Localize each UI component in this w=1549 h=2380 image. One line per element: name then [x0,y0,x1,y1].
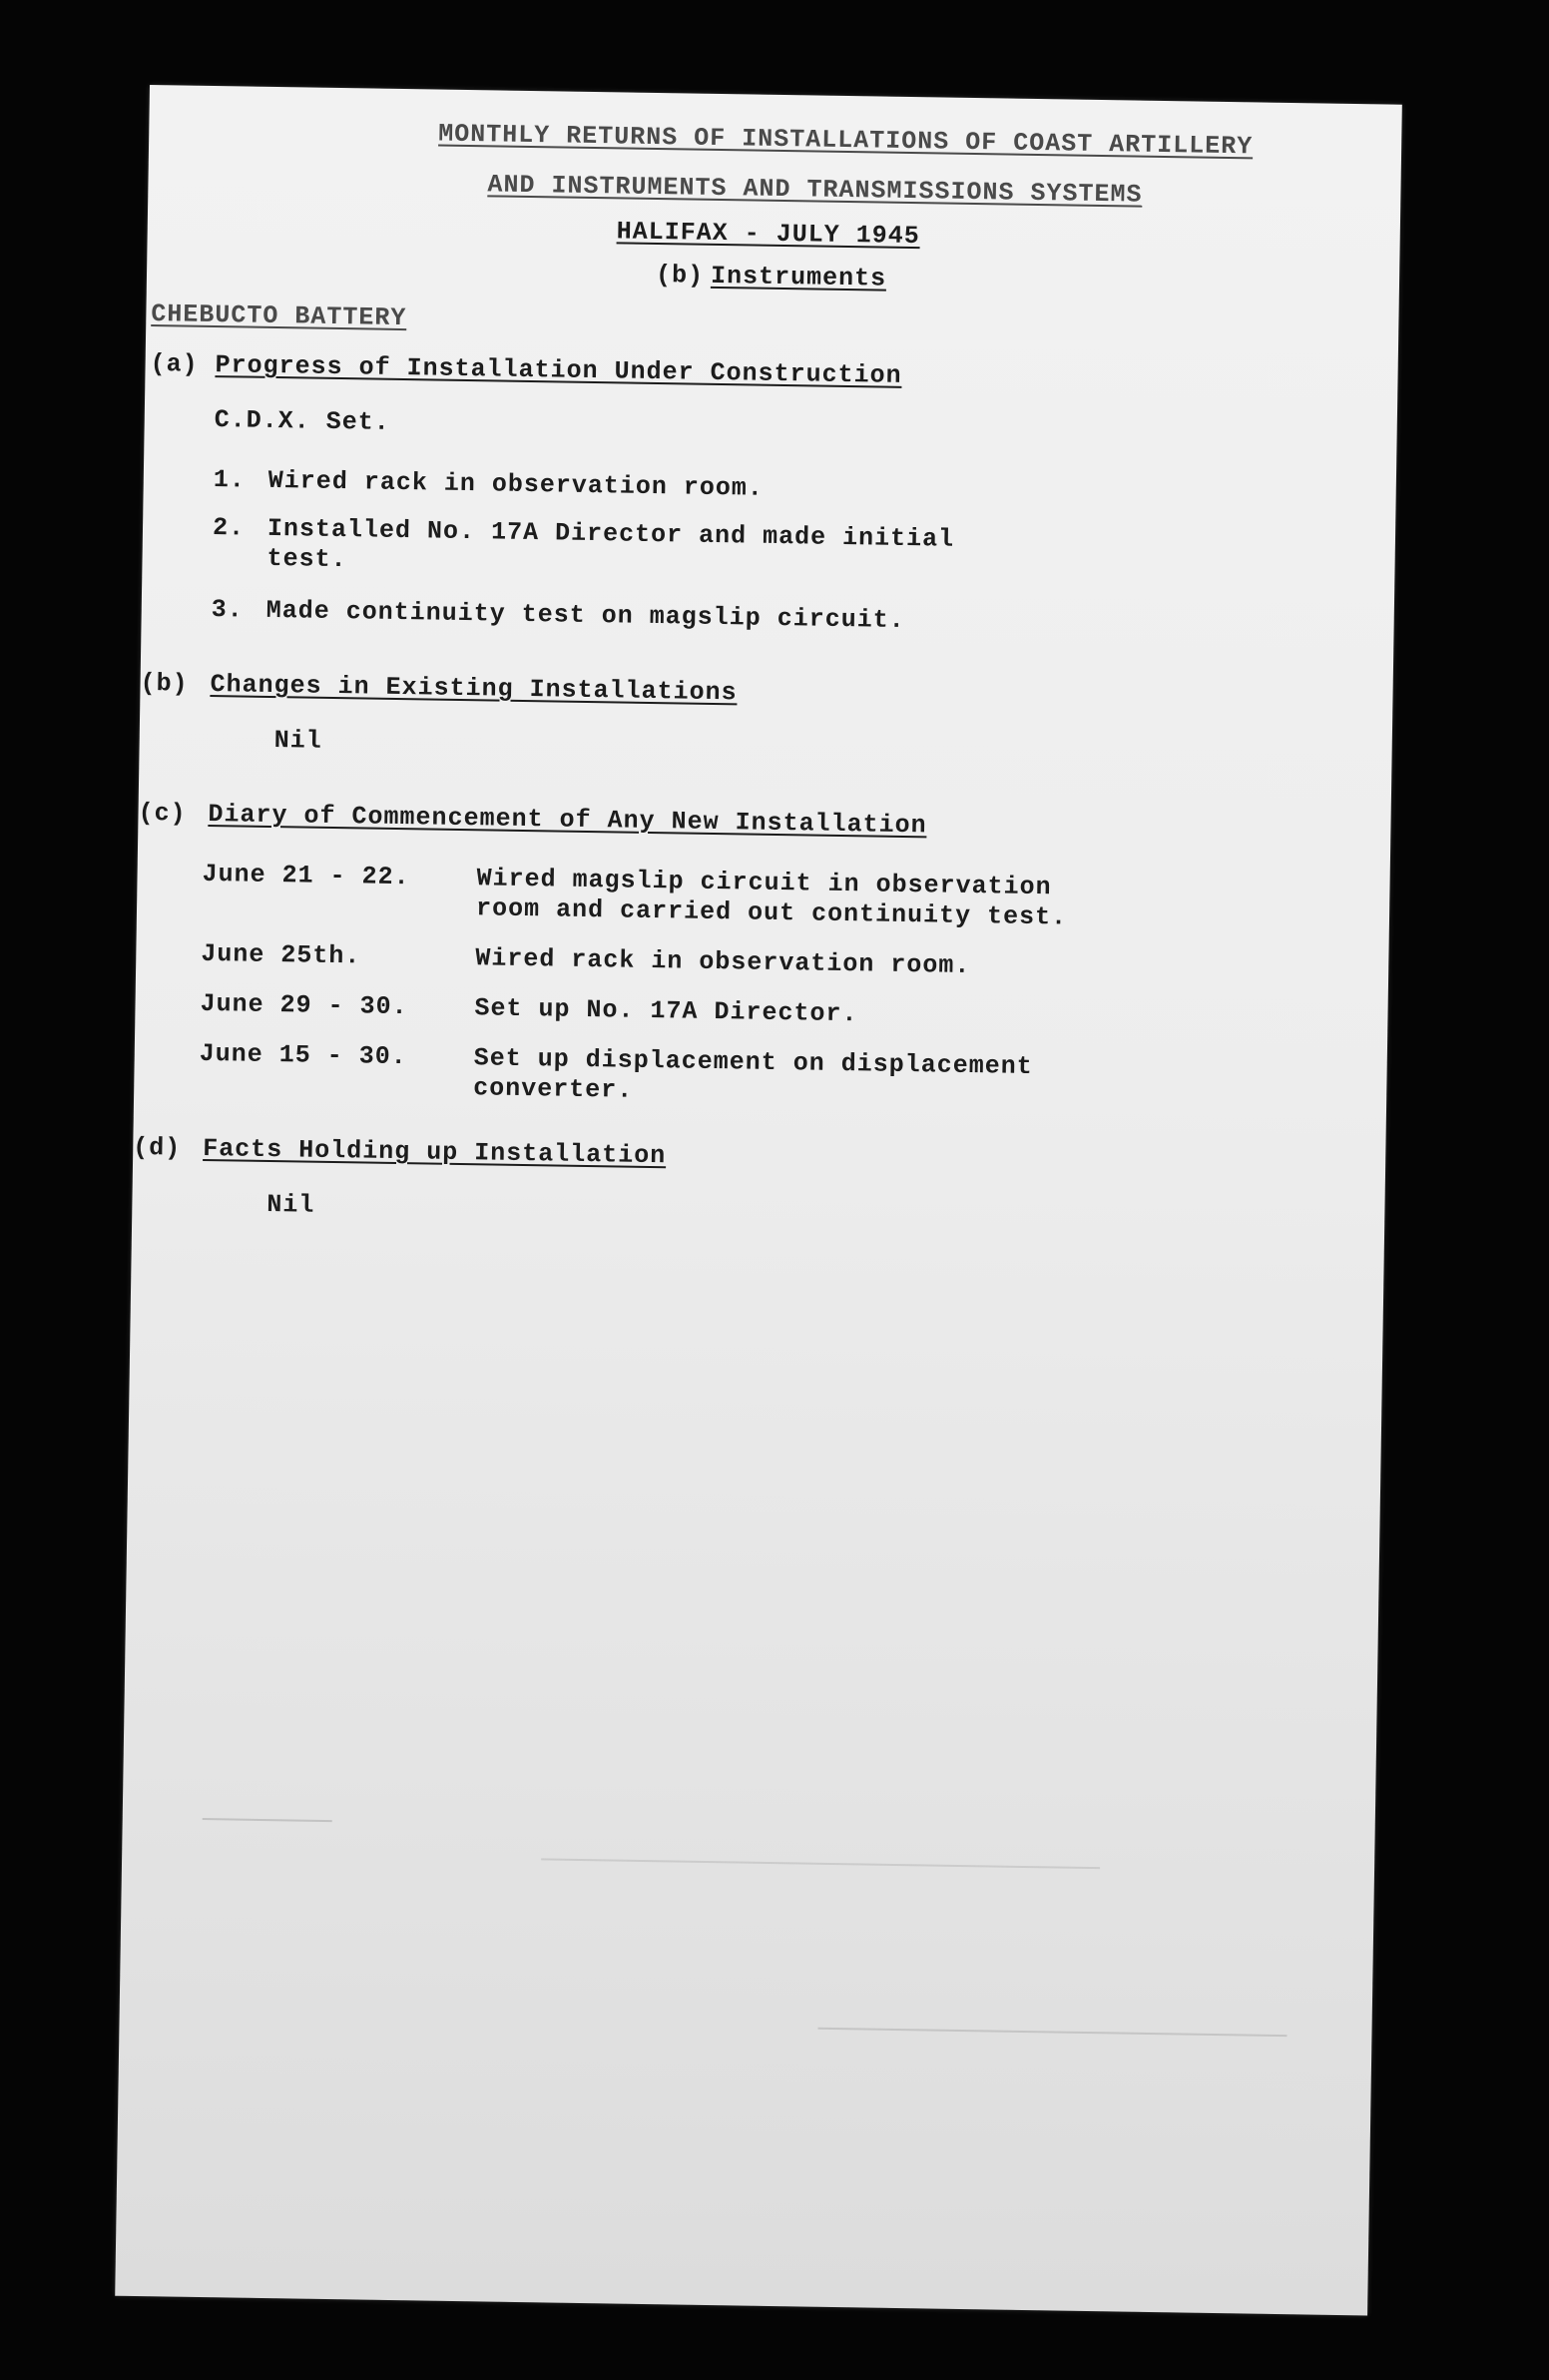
section-b-title: Changes in Existing Installations [210,670,738,708]
diary-text: Set up No. 17A Director. [474,993,858,1029]
header-section-prefix: (b) [655,260,705,291]
section-a-item-text: Wired rack in observation room. [267,465,765,503]
header-line-1: MONTHLY RETURNS OF INSTALLATIONS OF COAST ARTILLERY [438,119,1254,162]
section-b-letter: (b) [140,668,189,699]
diary-date: June 25th. [201,938,361,971]
section-d-letter: (d) [133,1132,182,1163]
header-line-2: AND INSTRUMENTS AND TRANSMISSIONS SYSTEMS [487,170,1143,210]
section-c-title: Diary of Commencement of Any New Installation [208,800,927,841]
header-section-title: Instruments [710,261,887,294]
battery-name: CHEBUCTO BATTERY [151,299,407,333]
header-line-3: HALIFAX - JULY 1945 [616,217,920,252]
diary-date: June 29 - 30. [200,988,408,1022]
section-b-value: Nil [273,726,322,756]
section-a-item-num: 2. [212,513,246,543]
section-a-title: Progress of Installation Under Construction [215,350,902,390]
section-a-item-text: Made continuity test on magslip circuit. [265,595,906,635]
section-d-title: Facts Holding up Installation [203,1133,667,1171]
scan-artifact-line [541,1858,1100,1869]
section-a-item-text: Installed No. 17A Director and made initial test. [266,513,955,575]
section-a-item-num: 1. [213,465,247,495]
scan-artifact-line [203,1818,332,1822]
diary-text: Wired magslip circuit in observation room and carried out continuity test. [475,864,1068,932]
section-c-letter: (c) [138,798,187,829]
diary-date: June 21 - 22. [202,859,410,892]
section-a-subtitle: C.D.X. Set. [214,405,390,437]
section-d-value: Nil [266,1189,315,1220]
section-a-item-num: 3. [211,595,244,625]
diary-text: Wired rack in observation room. [475,943,971,981]
section-a-letter: (a) [150,349,199,379]
diary-date: June 15 - 30. [199,1038,408,1072]
diary-text: Set up displacement on displacement converter. [473,1043,1033,1105]
scan-artifact-line [817,2028,1287,2037]
document-page [115,85,1402,2315]
